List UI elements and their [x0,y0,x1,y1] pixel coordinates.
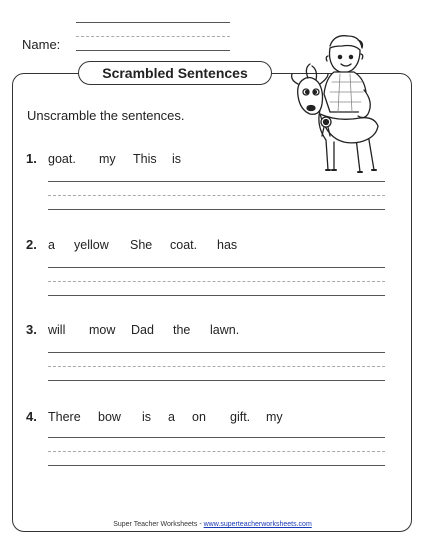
boy-with-goat-clipart-icon [290,30,390,182]
scrambled-word: gift. [230,410,251,424]
worksheet-title [78,61,272,85]
name-field[interactable] [76,50,230,51]
scrambled-word: a [168,410,175,424]
scrambled-word: There [48,410,81,424]
question-number: 4. [26,409,37,424]
footer-link[interactable]: www.superteacherworksheets.com [203,521,312,528]
answer-line-mid [48,281,385,282]
name-dashed-line [76,36,230,37]
scrambled-word: my [99,152,116,166]
scrambled-word: will [48,323,66,337]
answer-line-mid [48,195,385,196]
answer-line-top[interactable] [48,267,385,268]
scrambled-word: This [133,152,157,166]
worksheet-title-text: Scrambled Sentences [102,65,248,81]
scrambled-word: on [192,410,206,424]
scrambled-word: Dad [131,323,154,337]
footer-credit: Super Teacher Worksheets [113,521,198,528]
scrambled-word: mow [89,323,116,337]
question-number: 3. [26,322,37,337]
scrambled-word: a [48,238,55,252]
name-label: Name: [22,37,61,52]
question-number: 2. [26,237,37,252]
scrambled-word: yellow [74,238,109,252]
instructions: Unscramble the sentences. [27,108,185,123]
answer-line-top[interactable] [48,352,385,353]
footer-separator: - [197,521,204,528]
answer-line-bottom[interactable] [48,380,385,381]
name-top-line [76,22,230,23]
scrambled-word: my [266,410,283,424]
scrambled-word: the [173,323,191,337]
answer-line-bottom[interactable] [48,209,385,210]
answer-line-mid [48,451,385,452]
scrambled-word: goat. [48,152,76,166]
answer-line-mid [48,366,385,367]
scrambled-word: lawn. [210,323,240,337]
scrambled-word: is [172,152,182,166]
answer-line-top[interactable] [48,181,385,182]
question-number: 1. [26,151,37,166]
scrambled-word: She [130,238,153,252]
scrambled-word: coat. [170,238,198,252]
answer-line-top[interactable] [48,437,385,438]
answer-line-bottom[interactable] [48,295,385,296]
scrambled-word: has [217,238,238,252]
scrambled-word: is [142,410,152,424]
scrambled-word: bow [98,410,121,424]
footer [0,521,425,528]
answer-line-bottom[interactable] [48,465,385,466]
